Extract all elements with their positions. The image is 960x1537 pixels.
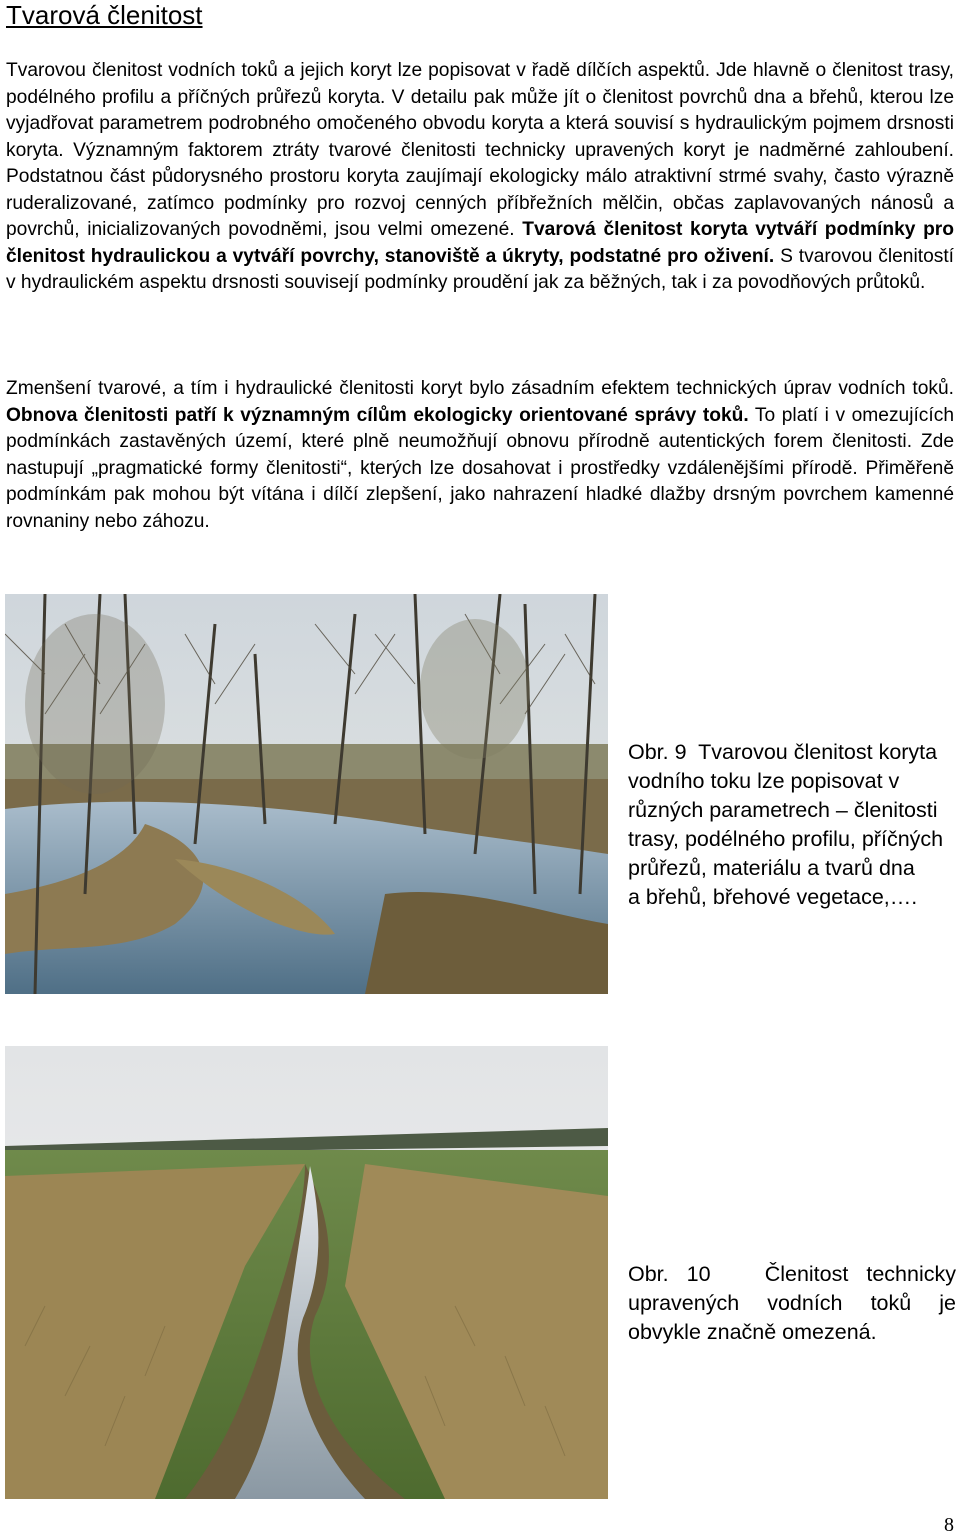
paragraph-1 (6, 58, 954, 297)
figure-9-label: Obr. 9 (628, 740, 687, 764)
paragraph-1-text: Tvarovou členitost vodních toků a jejich koryt lze popisovat v řadě dílčích aspektů. Jde hlavně o členitost trasy, podélného profilu a příčných průřezů koryta. V detailu pak může jít o členitost povrchů dna a břehů, kterou lze vyjadřovat parametrem podrobného omočeného obvodu koryta a která souvisí s hydraulickým pojmem drsnosti koryta. Významným faktorem ztráty tvarové členitosti technicky upravených koryt je nadměrné zahloubení. Podstatnou část půdorysného prostoru koryta zaujímají ekologicky málo atraktivní strmé svahy, často výrazně ruderalizované, zatímco podmínky pro rozvoj cenných příbřežních mělčin, občas zaplavovaných nánosů a povrchů, inicializovaných povodněmi, jsou velmi omezené. (6, 60, 954, 240)
paragraph-2-text: Zmenšení tvarové, a tím i hydraulické členitosti koryt bylo zásadním efektem technických úprav vodních toků. (6, 378, 954, 399)
figure-10-text: Členitost technicky upravených vodních toků je obvykle značně omezená. (628, 1262, 956, 1344)
paragraph-1-bold: Tvarová členitost koryta vytváří podmínky pro členitost hydraulickou a vytváří povrchy, stanoviště a úkryty, podstatné pro oživení. (6, 219, 954, 267)
paragraph-2 (6, 376, 954, 535)
paragraph-2-text-end: To platí i v omezujících podmínkách zastavěných území, které plně neumožňují obnovu přírodně autentických forem členitosti. Zde nastupují „pragmatické formy členitosti“, kterých lze dosahovat i prostředky vzdálenějšími přírodě. Přiměřeně podmínkám pak mohou být vítána i dílčí zlepšení, jako nahrazení hladké dlažby drsným povrchem kamenné rovnaniny nebo záhozu. (6, 404, 954, 532)
photo-channelized-ditch (5, 1046, 608, 1499)
figure-9-text-end: a břehů, břehové vegetace,…. (628, 885, 918, 909)
photo-channelized-ditch-image (5, 1046, 608, 1499)
section-title: Tvarová členitost (6, 0, 203, 30)
figure-10-label: Obr. 10 (628, 1262, 711, 1286)
figure-10-caption (628, 1260, 956, 1347)
photo-natural-stream-image (5, 594, 608, 994)
paragraph-1-text-end: S tvarovou členitostí v hydraulickém aspektu drsnosti souvisejí podmínky proudění jak za běžných, tak i za povodňových průtoků. (6, 245, 954, 293)
page-number: 8 (944, 1514, 954, 1536)
paragraph-2-bold: Obnova členitosti patří k významným cílům ekologicky orientované správy toků. (6, 404, 749, 426)
figure-9-text: Tvarovou členitost koryta vodního toku lze popisovat v různých parametrech – členitosti trasy, podélného profilu, příčných průřezů, materiálu a tvarů dna (628, 740, 944, 880)
photo-natural-stream (5, 594, 608, 994)
figure-9-caption (628, 738, 956, 912)
